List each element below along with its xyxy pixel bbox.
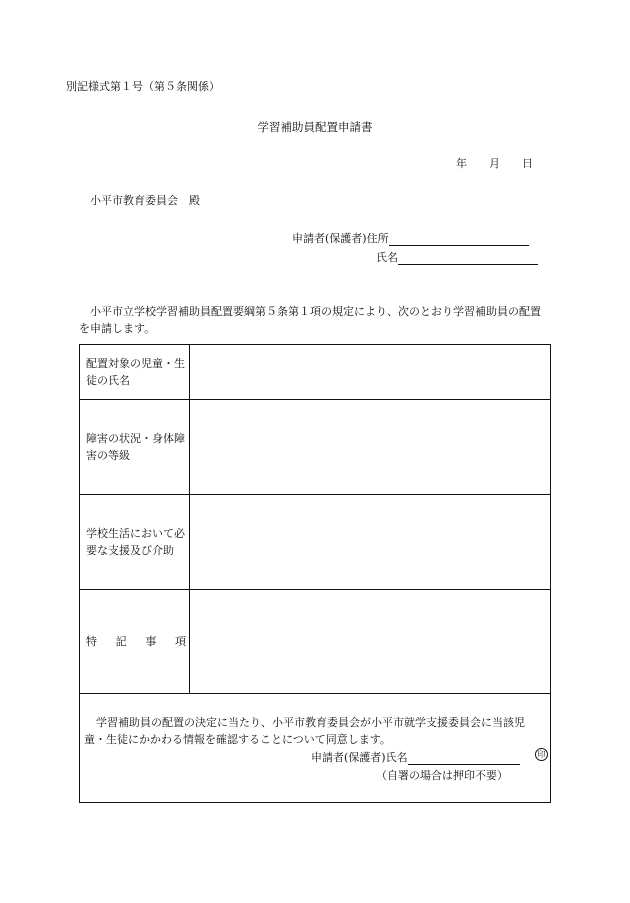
row-label-cell <box>80 590 190 693</box>
support-needs-label: 学校生活において必要な支援及び介助 <box>86 527 185 557</box>
date-line <box>456 155 533 171</box>
student-name-label: 配置対象の児童・生徒の氏名 <box>86 357 185 387</box>
special-notes-field[interactable] <box>190 590 550 693</box>
consent-signature-field[interactable] <box>408 752 520 765</box>
support-needs-field[interactable] <box>190 495 550 589</box>
table-row <box>80 400 550 495</box>
special-notes-char: 特 <box>86 635 97 648</box>
consent-statement: 学習補助員の配置の決定に当たり、小平市教育委員会が小平市就学支援委員会に当該児童・生徒にかかわる情報を確認することについて同意します。 <box>84 716 525 746</box>
addressee: 小平市教育委員会 殿 <box>90 194 200 207</box>
disability-status-field[interactable] <box>190 400 550 494</box>
table-row <box>80 495 550 590</box>
row-label-cell <box>80 400 190 494</box>
month-label: 月 <box>489 157 500 170</box>
applicant-address-row <box>292 230 529 246</box>
year-label: 年 <box>456 157 467 170</box>
consent-signer-label: 申請者(保護者)氏名 <box>311 751 408 764</box>
request-statement: 小平市立学校学習補助員配置要綱第５条第１項の規定により、次のとおり学習補助員の配置を申請します。 <box>79 305 541 335</box>
applicant-name-field[interactable] <box>398 252 538 265</box>
applicant-name-row <box>376 249 538 265</box>
application-table <box>79 344 551 803</box>
row-label-cell <box>80 495 190 589</box>
seal-icon: 印 <box>535 748 548 761</box>
special-notes-char: 事 <box>145 635 157 648</box>
applicant-address-field[interactable] <box>389 233 529 246</box>
form-number-label: 別記様式第１号（第５条関係） <box>66 80 220 93</box>
special-notes-label <box>86 633 186 650</box>
row-label-cell <box>80 345 190 399</box>
consent-section <box>80 694 550 802</box>
day-label: 日 <box>522 157 533 170</box>
document-title: 学習補助員配置申請書 <box>257 120 373 134</box>
student-name-field[interactable] <box>190 345 550 399</box>
applicant-name-label: 氏名 <box>376 251 398 264</box>
table-row <box>80 345 550 400</box>
applicant-address-label: 申請者(保護者)住所 <box>292 232 389 245</box>
table-row <box>80 590 550 694</box>
special-notes-char: 項 <box>174 635 186 648</box>
consent-signer-row <box>311 749 520 765</box>
consent-note: （自署の場合は押印不要） <box>376 769 508 782</box>
disability-status-label: 障害の状況・身体障害の等級 <box>86 432 185 462</box>
special-notes-char: 記 <box>115 635 127 648</box>
